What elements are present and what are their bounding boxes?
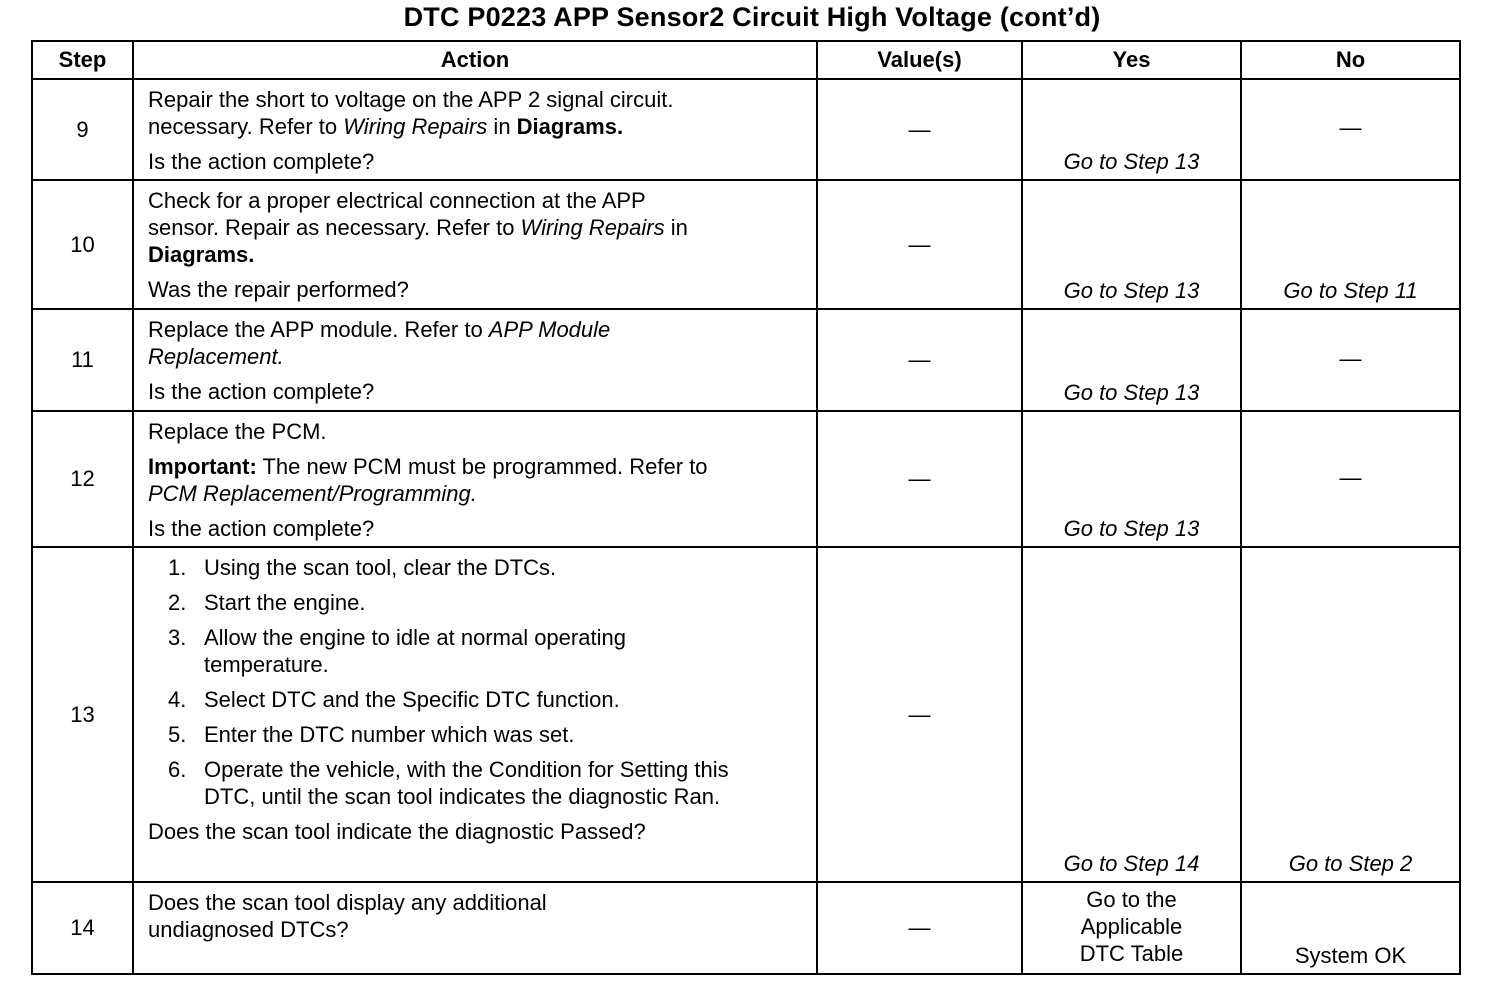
action-question: Is the action complete? <box>148 379 375 404</box>
header-step: Step <box>32 41 133 79</box>
table-row <box>32 309 1460 411</box>
list-text: Select DTC and the Specific DTC function. <box>204 687 620 712</box>
list-item <box>168 624 804 678</box>
list-number: 4. <box>168 687 187 712</box>
value-cell: — <box>817 411 1022 547</box>
action-cell <box>133 180 817 309</box>
action-text <box>148 316 804 343</box>
list-number: 5. <box>168 722 187 747</box>
action-question: Does the scan tool indicate the diagnostic Passed? <box>148 819 646 844</box>
step-number: 12 <box>32 411 133 547</box>
step-number: 10 <box>32 180 133 309</box>
important-label: Important: <box>148 454 257 479</box>
list-number: 3. <box>168 625 187 650</box>
yes-text: Go to the <box>1086 886 1177 912</box>
yes-text: DTC Table <box>1079 940 1184 966</box>
reference-link: PCM Replacement/Programming. <box>148 481 477 506</box>
action-text: Check for a proper electrical connection at the APP <box>148 188 646 213</box>
action-cell <box>133 79 817 180</box>
dtc-table <box>31 40 1461 975</box>
list-text: Start the engine. <box>204 590 366 615</box>
list-item <box>168 756 804 810</box>
list-number: 2. <box>168 590 187 615</box>
step-number: 13 <box>32 547 133 882</box>
table-row <box>32 411 1460 547</box>
yes-cell: Go to Step 13 <box>1022 309 1241 411</box>
yes-cell <box>1022 882 1241 974</box>
important-text: The new PCM must be programmed. Refer to <box>256 454 708 479</box>
list-item <box>168 554 804 581</box>
yes-cell: Go to Step 13 <box>1022 411 1241 547</box>
value-cell: — <box>817 547 1022 882</box>
table-row <box>32 547 1460 882</box>
action-text: in <box>664 215 688 240</box>
reference-section: Diagrams. <box>148 242 255 267</box>
value-cell: — <box>817 309 1022 411</box>
list-item <box>168 721 804 748</box>
action-text <box>148 214 804 268</box>
action-text <box>148 343 804 370</box>
header-action: Action <box>133 41 817 79</box>
list-text: Enter the DTC number which was set. <box>204 722 575 747</box>
yes-cell: Go to Step 14 <box>1022 547 1241 882</box>
step-number: 11 <box>32 309 133 411</box>
no-cell: Go to Step 2 <box>1241 547 1460 882</box>
action-text: Does the scan tool display any additional <box>148 890 547 915</box>
table-row <box>32 882 1460 974</box>
action-cell <box>133 309 817 411</box>
value-cell: — <box>817 180 1022 309</box>
no-cell: — <box>1241 309 1460 411</box>
reference-section: Diagrams. <box>516 114 624 139</box>
no-cell: — <box>1241 79 1460 180</box>
action-text: in <box>487 114 517 139</box>
action-text: undiagnosed DTCs? <box>148 917 349 942</box>
reference-link: APP Module <box>488 317 611 342</box>
action-text: Replace the APP module. Refer to <box>148 317 489 342</box>
yes-text: Applicable <box>1080 913 1183 939</box>
list-number: 6. <box>168 757 187 782</box>
action-cell <box>133 411 817 547</box>
action-cell <box>133 547 817 882</box>
action-question: Is the action complete? <box>148 149 375 174</box>
action-cell <box>133 882 817 974</box>
value-cell: — <box>817 79 1022 180</box>
list-text: Allow the engine to idle at normal operating temperature. <box>204 625 626 677</box>
yes-cell: Go to Step 13 <box>1022 180 1241 309</box>
action-text: Replace the PCM. <box>148 419 327 444</box>
list-item <box>168 686 804 713</box>
no-cell: Go to Step 11 <box>1241 180 1460 309</box>
reference-link: Wiring Repairs <box>520 215 665 240</box>
no-cell: System OK <box>1241 882 1460 974</box>
no-cell: — <box>1241 411 1460 547</box>
action-question: Is the action complete? <box>148 516 375 541</box>
table-row <box>32 180 1460 309</box>
action-text: necessary. Refer to <box>148 114 344 139</box>
list-text: Operate the vehicle, with the Condition for Setting this DTC, until the scan tool indicates the diagnostic Ran. <box>204 757 729 809</box>
action-text: Repair the short to voltage on the APP 2 signal circuit. <box>148 87 674 112</box>
action-question: Was the repair performed? <box>148 277 409 302</box>
step-number: 9 <box>32 79 133 180</box>
action-text: sensor. Repair as necessary. Refer to <box>148 215 521 240</box>
list-text: Using the scan tool, clear the DTCs. <box>204 555 557 580</box>
list-number: 1. <box>168 555 187 580</box>
reference-link: Replacement. <box>148 344 284 369</box>
page-title: DTC P0223 APP Sensor2 Circuit High Voltage (cont’d) <box>403 2 1101 32</box>
yes-cell: Go to Step 13 <box>1022 79 1241 180</box>
header-values: Value(s) <box>817 41 1022 79</box>
header-yes: Yes <box>1022 41 1241 79</box>
important-note <box>148 453 804 507</box>
step-number: 14 <box>32 882 133 974</box>
table-row <box>32 79 1460 180</box>
action-text <box>148 113 804 140</box>
list-item <box>168 589 804 616</box>
value-cell: — <box>817 882 1022 974</box>
header-no: No <box>1241 41 1460 79</box>
procedure-list <box>148 554 804 810</box>
reference-link: Wiring Repairs <box>343 114 488 139</box>
header-row <box>32 41 1460 79</box>
